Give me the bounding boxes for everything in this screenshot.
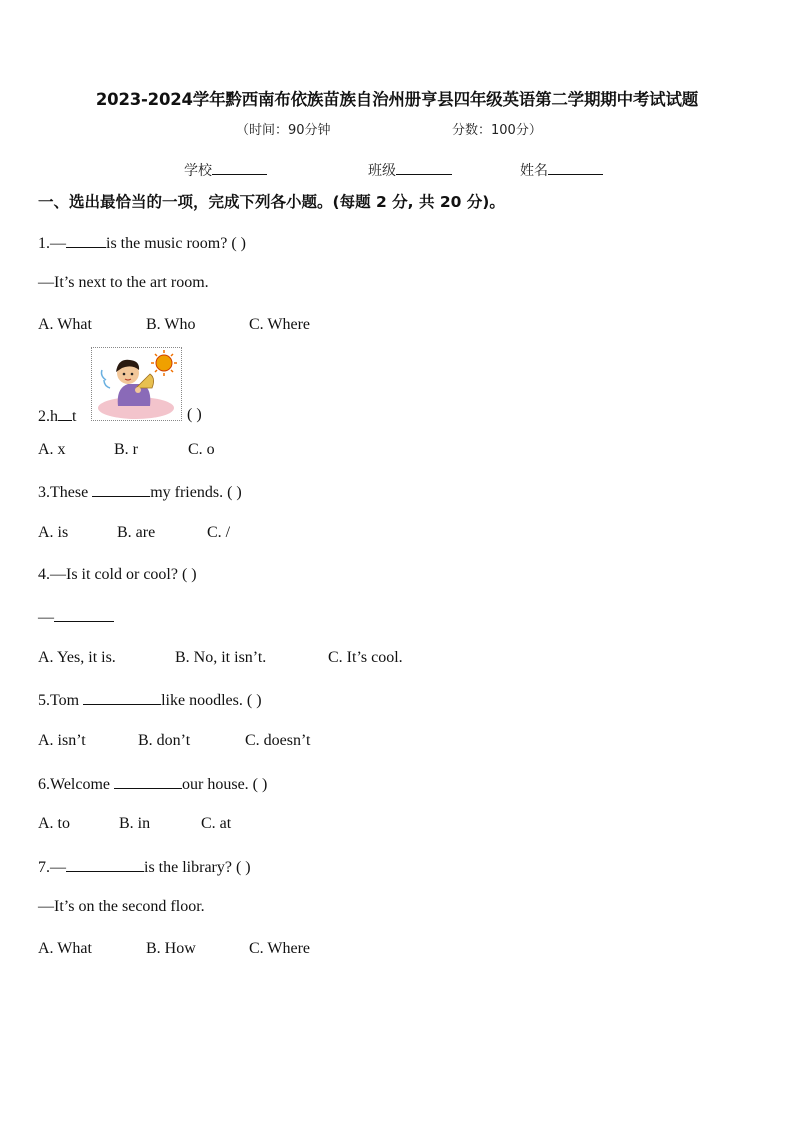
- question-text: is the music room? ( ): [106, 235, 246, 252]
- question-text: —Is it cold or cool? ( ): [50, 566, 197, 583]
- option-b[interactable]: B. Who: [146, 316, 196, 333]
- option-a[interactable]: A. is: [38, 524, 69, 541]
- question-prefix: Tom: [50, 692, 84, 709]
- option-b[interactable]: B. are: [117, 524, 156, 541]
- question-number: 7.: [38, 859, 50, 876]
- school-field: [184, 160, 267, 180]
- question-number: 2.: [38, 408, 50, 425]
- word-end: t: [72, 408, 77, 425]
- option-c[interactable]: C. o: [188, 441, 215, 458]
- question-number: 1.: [38, 235, 50, 252]
- name-label: 姓名: [520, 163, 548, 179]
- hot-weather-picture: [92, 348, 181, 420]
- page-title: 2023-2024学年黔西南布依族苗族自治州册亨县四年级英语第二学期期中考试试题: [95, 90, 699, 109]
- option-a[interactable]: A. Yes, it is.: [38, 649, 116, 666]
- name-blank[interactable]: [548, 160, 603, 175]
- question-2-paren: ( ): [187, 406, 202, 423]
- option-a[interactable]: A. isn’t: [38, 732, 86, 749]
- answer-blank[interactable]: [83, 690, 161, 705]
- question-number: 5.: [38, 692, 50, 709]
- answer-blank[interactable]: [66, 233, 106, 248]
- question-6: [38, 774, 267, 794]
- question-prefix: These: [50, 484, 93, 501]
- option-b[interactable]: B. in: [119, 815, 151, 832]
- option-a[interactable]: A. What: [38, 940, 92, 957]
- question-1-reply: —It’s next to the art room.: [38, 274, 209, 291]
- class-blank[interactable]: [396, 160, 452, 175]
- option-c[interactable]: C. at: [201, 815, 232, 832]
- class-field: [368, 160, 452, 180]
- option-a[interactable]: A. What: [38, 316, 92, 333]
- question-number: 3.: [38, 484, 50, 501]
- option-a[interactable]: A. x: [38, 441, 66, 458]
- question-text: is the library? ( ): [144, 859, 251, 876]
- option-c[interactable]: C. Where: [249, 940, 311, 957]
- question-prefix: —: [50, 235, 66, 252]
- question-3: [38, 482, 242, 502]
- option-c[interactable]: C. Where: [249, 316, 311, 333]
- question-1: [38, 233, 246, 253]
- question-7-reply: —It’s on the second floor.: [38, 898, 205, 915]
- question-prefix: —: [50, 859, 66, 876]
- exam-score: 分数：100分）: [452, 123, 542, 138]
- name-field: [520, 160, 603, 180]
- question-number: 6.: [38, 776, 50, 793]
- reply-dash: —: [38, 609, 54, 626]
- answer-blank[interactable]: [58, 406, 72, 421]
- question-text: like noodles. ( ): [161, 692, 262, 709]
- option-b[interactable]: B. No, it isn’t.: [175, 649, 267, 666]
- sun-icon: [151, 350, 177, 376]
- word-start: h: [50, 408, 58, 425]
- question-4-reply: [38, 607, 114, 627]
- question-text: our house. ( ): [182, 776, 268, 793]
- option-b[interactable]: B. don’t: [138, 732, 191, 749]
- class-label: 班级: [368, 163, 396, 179]
- question-7: [38, 857, 251, 877]
- option-b[interactable]: B. r: [114, 441, 138, 458]
- answer-blank[interactable]: [92, 482, 150, 497]
- answer-blank[interactable]: [66, 857, 144, 872]
- hot-boy-illustration: [91, 347, 182, 421]
- question-5: [38, 690, 262, 710]
- option-b[interactable]: B. How: [146, 940, 196, 957]
- question-prefix: Welcome: [50, 776, 115, 793]
- question-text: my friends. ( ): [150, 484, 242, 501]
- section-heading: 一、选出最恰当的一项，完成下列各小题。(每题 2 分, 共 20 分)。: [38, 193, 505, 211]
- school-blank[interactable]: [212, 160, 267, 175]
- answer-blank[interactable]: [54, 607, 114, 622]
- question-4: [38, 566, 197, 584]
- option-c[interactable]: C. doesn’t: [245, 732, 311, 749]
- question-2: [38, 406, 76, 426]
- exam-time: （时间：90分钟: [236, 123, 331, 138]
- school-label: 学校: [184, 163, 212, 179]
- option-c[interactable]: C. It’s cool.: [328, 649, 403, 666]
- answer-blank[interactable]: [114, 774, 182, 789]
- option-c[interactable]: C. /: [207, 524, 231, 541]
- option-a[interactable]: A. to: [38, 815, 70, 832]
- question-number: 4.: [38, 566, 50, 583]
